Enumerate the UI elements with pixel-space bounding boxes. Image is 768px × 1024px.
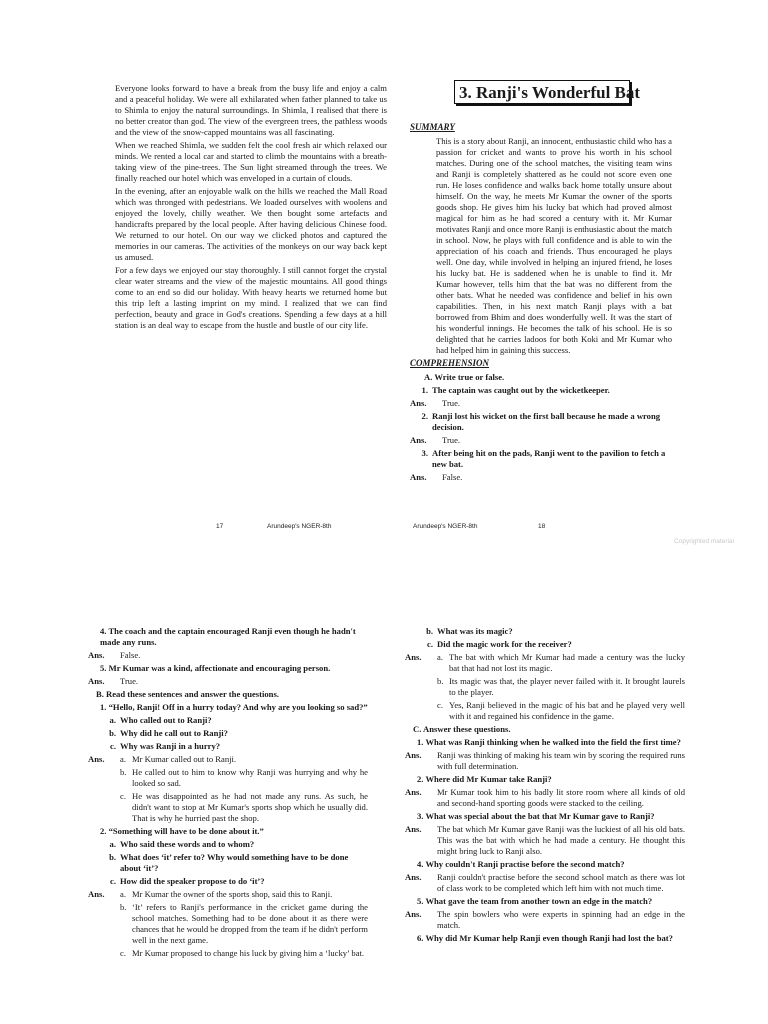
page18-text xyxy=(410,122,672,485)
sub-question: c. Why was Ranji in a hurry? xyxy=(110,741,221,751)
question: 5. What gave the team from another town an edge in the match? xyxy=(417,896,653,906)
page20-text xyxy=(405,626,685,946)
paragraph: For a few days we enjoyed our stay thoroughly. I still cannot forget the crystal clear water streams and the view of the majestic mountains. All good things come to an end so did our holiday. With heavy hearts we returned home but this trip left a lasting imprint on my mind. I realized that we can find perfection, beauty and grace in God's creations. Spending a few days at a hill station is an deal way to escape from the hustle and bustle of our city life. xyxy=(115,265,387,330)
answer: Ans. Ranji was thinking of making his team win by scoring the required runs with full determination. xyxy=(405,750,685,771)
page17-text xyxy=(115,83,387,333)
question: 2. Ranji lost his wicket on the first ball because he made a wrong decision. xyxy=(421,411,661,432)
answer: b. ‘It’ refers to Ranji's performance in the cricket game during the school matches. Something had to be done about it as there were chances that he would be dropped from the team if he didn't perform well in the next game. xyxy=(120,902,368,945)
answer: Ans. False. xyxy=(88,650,141,660)
footer-title: Arundeep's NGER-8th xyxy=(413,523,478,530)
summary-text: This is a story about Ranji, an innocent, enthusiastic child who has a passion for cricket and wants to prove his worth in his school matches. During one of the school matches, the visiting team wins and Ranji is completely shattered as he could not score even one run. He loses confidence and walks back home totally unsure about himself. On the way, he meets Mr Kumar the owner of the sports goods shop. He gives him his lucky bat which had proved almost magical for him as he had scored a century with it. Mr Kumar motivates Ranji and once more Ranji is enthusiastic about the match in school. Now, he plays with full confidence and is able to win the appreciation of his coach and friends. Thus encouraged he plays well. One day, while involved in helping an injured friend, he loses his lucky bat. He is saddened when he is unable to find it. Mr Kumar however, tells him that the bat was no different from the other bats. What he needed was confidence and belief in his own capabilities. Then, in his next match Ranji plays with a bat borrowed from Bhim and does wonderfully well. It was the start of his wonderful innings. He becomes the talk of his school. He is so delighted that he carries ladoos for both Koki and Mr Kumar who had helped him in gaining this success. xyxy=(436,136,672,355)
question: 4. The coach and the captain encouraged Ranji even though he hadn't made any runs. xyxy=(100,626,356,647)
sub-question: b. Why did he call out to Ranji? xyxy=(109,728,228,738)
comprehension-heading: COMPREHENSION xyxy=(410,358,490,368)
question: 5. Mr Kumar was a kind, affectionate and encouraging person. xyxy=(100,663,331,673)
sub-question: a. Who said these words and to whom? xyxy=(109,839,255,849)
answer: Ans. a. The bat with which Mr Kumar had made a century was the lucky bat that had not lost its magic. xyxy=(405,652,685,673)
section-heading: B. Read these sentences and answer the questions. xyxy=(96,689,279,699)
answer: Ans. a. Mr Kumar the owner of the sports shop, said this to Ranji. xyxy=(88,889,333,899)
question: 6. Why did Mr Kumar help Ranji even though Ranji had lost the bat? xyxy=(417,933,673,943)
question: 1. “Hello, Ranji! Off in a hurry today? And why are you looking so sad?” xyxy=(100,702,368,712)
paragraph: Everyone looks forward to have a break from the busy life and enjoy a calm and a peaceful holiday. We were all exhilarated when father planned to take us to Shimla to enjoy the natural surroundings. In Shimla, I realised that there is no better creator than god. The view of the evergreen trees, the pathless woods and the view of the snow-capped mountains was all fascinating. xyxy=(115,83,387,137)
question: 2. “Something will have to be done about it.” xyxy=(100,826,264,836)
page-number: 17 xyxy=(216,523,224,530)
question: 3. After being hit on the pads, Ranji went to the pavilion to fetch a new bat. xyxy=(421,448,666,469)
answer: b. Its magic was that, the player never failed with it. It brought laurels to the player. xyxy=(437,676,685,697)
section-heading: A. Write true or false. xyxy=(424,372,505,382)
answer: b. He called out to him to know why Ranji was hurrying and why he looked so sad. xyxy=(120,767,368,788)
question: 2. Where did Mr Kumar take Ranji? xyxy=(417,774,552,784)
copyright-watermark: Copyrighted material xyxy=(674,538,734,545)
question: 1. What was Ranji thinking when he walked into the field the first time? xyxy=(417,737,681,747)
sub-question: a. Who called out to Ranji? xyxy=(109,715,212,725)
answer: Ans. a. Mr Kumar called out to Ranji. xyxy=(88,754,237,764)
paragraph: When we reached Shimla, we sudden felt the cool fresh air which relaxed our minds. We rented a local car and started to climb the mountains with a breath-taking view of the pine-trees. The Sun light streamed through the trees. We finally reached our hotel which was enveloped in a curtain of clouds. xyxy=(115,140,387,183)
answer: c. Mr Kumar proposed to change his luck by giving him a ‘lucky’ bat. xyxy=(120,948,365,958)
question: 3. What was special about the bat that Mr Kumar gave to Ranji? xyxy=(417,811,655,821)
answer: Ans. Ranji couldn't practise before the second school match as there was lot of class work to be completed which left him with not much time. xyxy=(405,872,685,893)
chapter-title: 3. Ranji's Wonderful Bat xyxy=(454,80,630,104)
page19-text xyxy=(88,626,368,961)
summary-heading: SUMMARY xyxy=(410,122,455,132)
answer: Ans. False. xyxy=(410,472,463,482)
section-heading: C. Answer these questions. xyxy=(413,724,511,734)
page-number: 18 xyxy=(538,523,546,530)
sub-question: b. What was its magic? xyxy=(426,626,513,636)
paragraph: In the evening, after an enjoyable walk on the hills we reached the Mall Road which was thronged with pedestrians. We loaded ourselves with woolens and enjoyed the lovely, chilly weather. We then bought some artefacts and handicrafts prepared by the local people. After having delicious Chinese food. We returned to our hotel. On our way we clicked photos and captured the memories in our cameras. The activities of the monkeys on our way back kept us amused. xyxy=(115,186,387,262)
footer-title: Arundeep's NGER-8th xyxy=(267,523,332,530)
answer: c. He was disappointed as he had not made any runs. As such, he didn't want to stop at Mr Kumar's sports shop which he usually did. That is why he hurried past the shop. xyxy=(120,791,368,823)
answer: Ans. True. xyxy=(410,398,461,408)
sub-question: b. What does ‘it’ refer to? Why would something have to be done about ‘it’? xyxy=(109,852,349,873)
answer: Ans. True. xyxy=(410,435,461,445)
answer: Ans. The spin bowlers who were experts in spinning had an edge in the match. xyxy=(405,909,685,930)
answer: Ans. True. xyxy=(88,676,139,686)
answer: Ans. The bat which Mr Kumar gave Ranji was the luckiest of all his old bats. This was the bat with which he had made a century. He thought this might bring luck to Ranji also. xyxy=(405,824,685,856)
question: 1. The captain was caught out by the wicketkeeper. xyxy=(421,385,610,395)
sub-question: c. How did the speaker propose to do ‘it’? xyxy=(110,876,265,886)
answer: Ans. Mr Kumar took him to his badly lit store room where all kinds of old and second-hand sporting goods were stacked to the ceiling. xyxy=(405,787,685,808)
answer: c. Yes, Ranji believed in the magic of his bat and he played very well with it and regained his confidence in the game. xyxy=(437,700,685,721)
question: 4. Why couldn't Ranji practise before the second match? xyxy=(417,859,625,869)
sub-question: c. Did the magic work for the receiver? xyxy=(427,639,572,649)
